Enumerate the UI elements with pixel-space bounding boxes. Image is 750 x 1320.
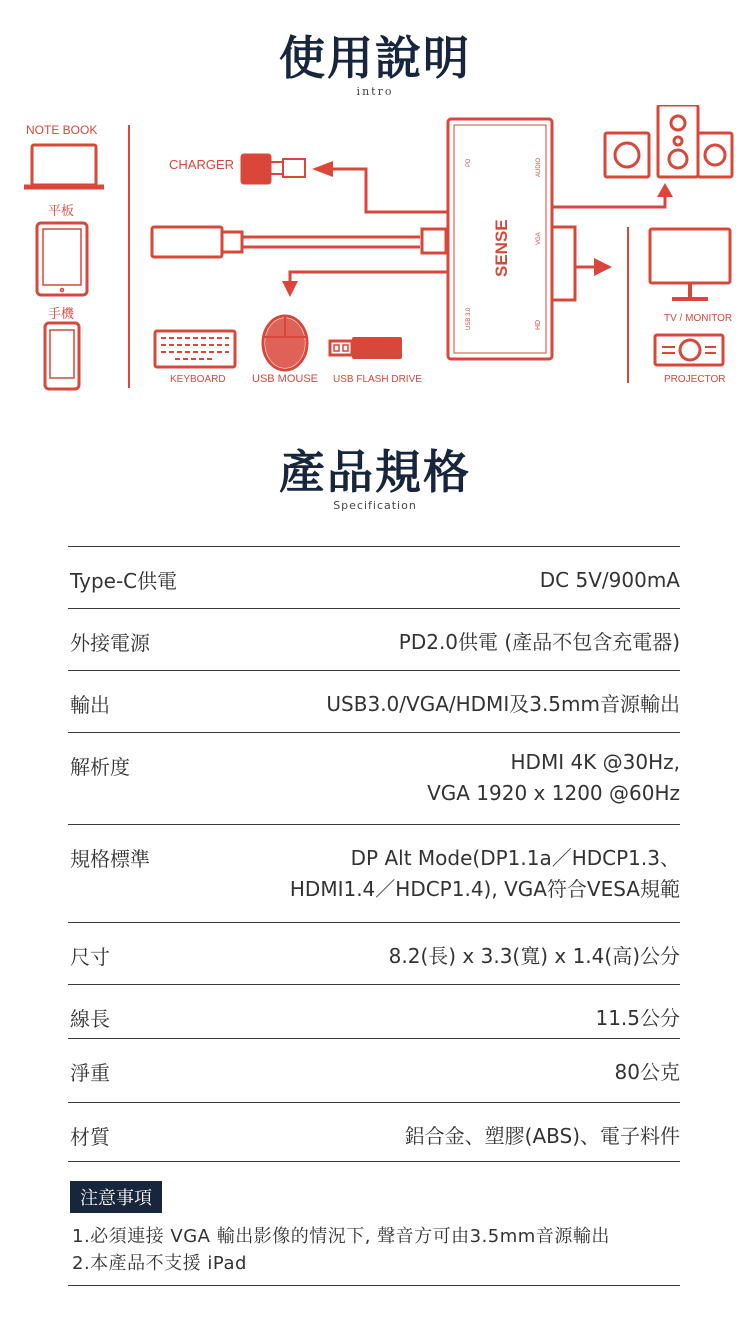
phone-icon <box>45 323 79 389</box>
spec-label: 外接電源 <box>70 631 150 655</box>
keyboard-label: KEYBOARD <box>170 374 226 385</box>
projector-icon <box>655 335 723 365</box>
usage-title: 使用說明 <box>279 31 471 85</box>
spec-value <box>290 843 680 905</box>
spec-row-output <box>68 670 680 732</box>
keyboard-icon <box>155 331 235 367</box>
port-pd-label: PD <box>466 158 472 167</box>
spec-value: 鋁合金、塑膠(ABS)、電子料件 <box>404 1124 680 1148</box>
port-vga-label: VGA <box>536 232 542 245</box>
speakers-icon <box>605 105 732 177</box>
spec-row-standard <box>68 824 680 922</box>
spec-value: PD2.0供電 (產品不包含充電器) <box>398 630 680 654</box>
notes-title: 注意事項 <box>70 1181 162 1213</box>
spec-title: 產品規格 <box>279 445 471 499</box>
brand-label: SENSE <box>492 219 511 277</box>
spec-row-material <box>68 1102 680 1161</box>
spec-label: 輸出 <box>70 693 110 717</box>
spec-value: 11.5公分 <box>595 1006 680 1030</box>
spec-label: 材質 <box>70 1125 110 1149</box>
spec-label: 解析度 <box>70 755 130 779</box>
spec-label: 尺寸 <box>70 945 110 969</box>
tablet-label: 平板 <box>48 203 75 218</box>
flash-label: USB FLASH DRIVE <box>333 374 422 385</box>
spec-row-power <box>68 546 680 608</box>
charger-label: CHARGER <box>169 157 235 172</box>
spec-value-line: HDMI1.4／HDCP1.4), VGA符合VESA規範 <box>289 877 680 901</box>
usage-diagram <box>0 105 750 395</box>
notes-section <box>68 1161 680 1286</box>
tablet-icon <box>37 223 87 295</box>
spec-value: 80公克 <box>614 1060 680 1084</box>
spec-value <box>427 747 680 809</box>
spec-row-external-power <box>68 608 680 670</box>
spec-label: Type-C供電 <box>70 569 178 593</box>
spec-row-cable <box>68 984 680 1038</box>
notebook-label: NOTE BOOK <box>26 123 98 137</box>
spec-subtitle: Specification <box>333 499 417 512</box>
port-hdmi-label: HD <box>535 319 542 330</box>
spec-row-resolution <box>68 732 680 824</box>
tv-label: TV / MONITOR <box>664 313 733 324</box>
note-item: 2.本產品不支援 iPad <box>72 1253 247 1274</box>
spec-value: 8.2(長) x 3.3(寬) x 1.4(高)公分 <box>388 944 680 968</box>
spec-row-size <box>68 922 680 984</box>
mouse-label: USB MOUSE <box>252 373 319 385</box>
spec-label: 規格標準 <box>70 847 150 871</box>
notebook-icon <box>24 145 104 187</box>
usage-subtitle: intro <box>356 85 394 98</box>
usb-c-cable-icon <box>152 227 446 257</box>
spec-value: DC 5V/900mA <box>539 568 680 592</box>
spec-value: USB3.0/VGA/HDMI及3.5mm音源輸出 <box>326 692 680 716</box>
spec-row-weight <box>68 1038 680 1102</box>
mouse-fill <box>265 318 305 368</box>
spec-label: 線長 <box>70 1007 110 1031</box>
note-item: 1.必須連接 VGA 輸出影像的情況下, 聲音方可由3.5mm音源輸出 <box>72 1226 610 1247</box>
projector-label: PROJECTOR <box>664 374 726 385</box>
tv-monitor-icon <box>650 229 730 299</box>
spec-value-line: HDMI 4K @30Hz, <box>510 750 680 774</box>
spec-value-line: DP Alt Mode(DP1.1a／HDCP1.3、 <box>350 846 680 870</box>
spec-table <box>68 546 680 1161</box>
port-usb-label: USB 3.0 <box>466 307 472 330</box>
port-audio-label: AUDIO <box>536 157 542 177</box>
flash-drive-icon <box>330 341 352 355</box>
phone-label: 手機 <box>48 306 75 321</box>
spec-label: 淨重 <box>70 1061 110 1085</box>
spec-value-line: VGA 1920 x 1200 @60Hz <box>427 781 680 805</box>
